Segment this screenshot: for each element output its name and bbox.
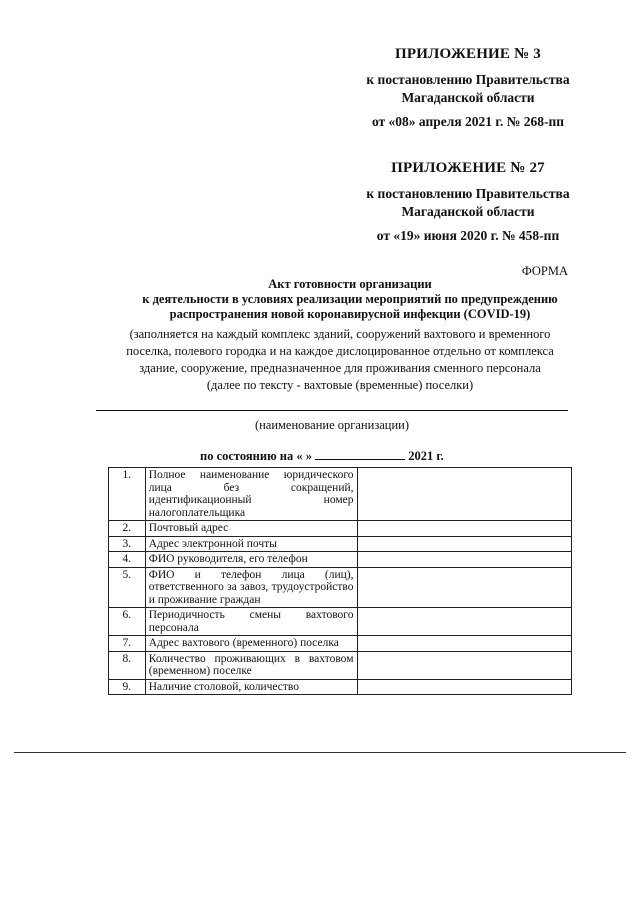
row-number: 4.: [109, 552, 146, 568]
table-row: [109, 651, 572, 679]
act-title-line1: Акт готовности организации: [268, 277, 432, 291]
act-title: [70, 277, 630, 322]
appendix-3-header: [358, 46, 578, 131]
table-row: [109, 679, 572, 695]
status-date-prefix: по состоянию на « »: [200, 449, 312, 463]
organization-name-caption: (наименование организации): [254, 418, 410, 432]
row-number: 6.: [109, 608, 146, 636]
row-number: 9.: [109, 679, 146, 695]
act-note-line2: поселка, полевого городка и на каждое дислоцированное отдельно от комплекса: [126, 344, 554, 358]
row-value: [357, 651, 572, 679]
organization-name-line: [96, 410, 568, 411]
row-label: ФИО и телефон лица (лиц), ответственного за завоз, трудоустройство и проживание граждан: [145, 567, 357, 608]
act-note-line1: (заполняется на каждый комплекс зданий, сооружений вахтового и временного: [129, 327, 551, 341]
row-value: [357, 636, 572, 652]
appendix-27-header: [358, 160, 578, 245]
page-bottom-rule: [14, 752, 626, 753]
table-row: [109, 552, 572, 568]
status-date-blank: [315, 447, 405, 460]
act-title-line2: к деятельности в условиях реализации мероприятий по предупреждению: [142, 292, 558, 306]
row-label: Наличие столовой, количество: [145, 679, 357, 695]
row-number: 7.: [109, 636, 146, 652]
row-value: [357, 608, 572, 636]
table-row: [109, 468, 572, 521]
row-label: ФИО руководителя, его телефон: [145, 552, 357, 568]
appendix-3-title: ПРИЛОЖЕНИЕ № 3: [394, 46, 542, 62]
status-date-line: [200, 447, 444, 464]
row-label: Адрес вахтового (временного) поселка: [145, 636, 357, 652]
appendix-27-date: от «19» июня 2020 г. № 458-пп: [376, 228, 560, 243]
appendix-3-line1: к постановлению Правительства: [366, 72, 570, 87]
row-value: [357, 567, 572, 608]
status-date-suffix: 2021 г.: [408, 449, 444, 463]
row-number: 1.: [109, 468, 146, 521]
table-row: [109, 536, 572, 552]
row-label: Адрес электронной почты: [145, 536, 357, 552]
act-title-line3: распространения новой коронавирусной инфекции (COVID-19): [169, 307, 531, 321]
table-row: [109, 608, 572, 636]
table-row: [109, 567, 572, 608]
appendix-27-line1: к постановлению Правительства: [366, 186, 570, 201]
row-label: Количество проживающих в вахтовом (временном) поселке: [145, 651, 357, 679]
row-number: 2.: [109, 521, 146, 537]
appendix-27-line2: Магаданской области: [401, 204, 535, 219]
row-label: Периодичность смены вахтового персонала: [145, 608, 357, 636]
table-row: [109, 636, 572, 652]
readiness-table: [108, 467, 572, 695]
appendix-3-line2: Магаданской области: [401, 90, 535, 105]
form-label: ФОРМА: [521, 264, 568, 278]
row-label: Полное наименование юридического лица без сокращений, идентификационный номер налогоплательщика: [145, 468, 357, 521]
row-value: [357, 679, 572, 695]
row-value: [357, 468, 572, 521]
appendix-3-date: от «08» апреля 2021 г. № 268-пп: [371, 114, 565, 129]
act-note-line4: (далее по тексту - вахтовые (временные) поселки): [206, 378, 474, 392]
row-value: [357, 552, 572, 568]
act-note-line3: здание, сооружение, предназначенное для проживания сменного персонала: [139, 361, 541, 375]
row-label: Почтовый адрес: [145, 521, 357, 537]
row-value: [357, 536, 572, 552]
appendix-27-title: ПРИЛОЖЕНИЕ № 27: [391, 160, 545, 176]
row-number: 8.: [109, 651, 146, 679]
row-number: 5.: [109, 567, 146, 608]
row-number: 3.: [109, 536, 146, 552]
row-value: [357, 521, 572, 537]
table-row: [109, 521, 572, 537]
act-note: [110, 326, 570, 394]
